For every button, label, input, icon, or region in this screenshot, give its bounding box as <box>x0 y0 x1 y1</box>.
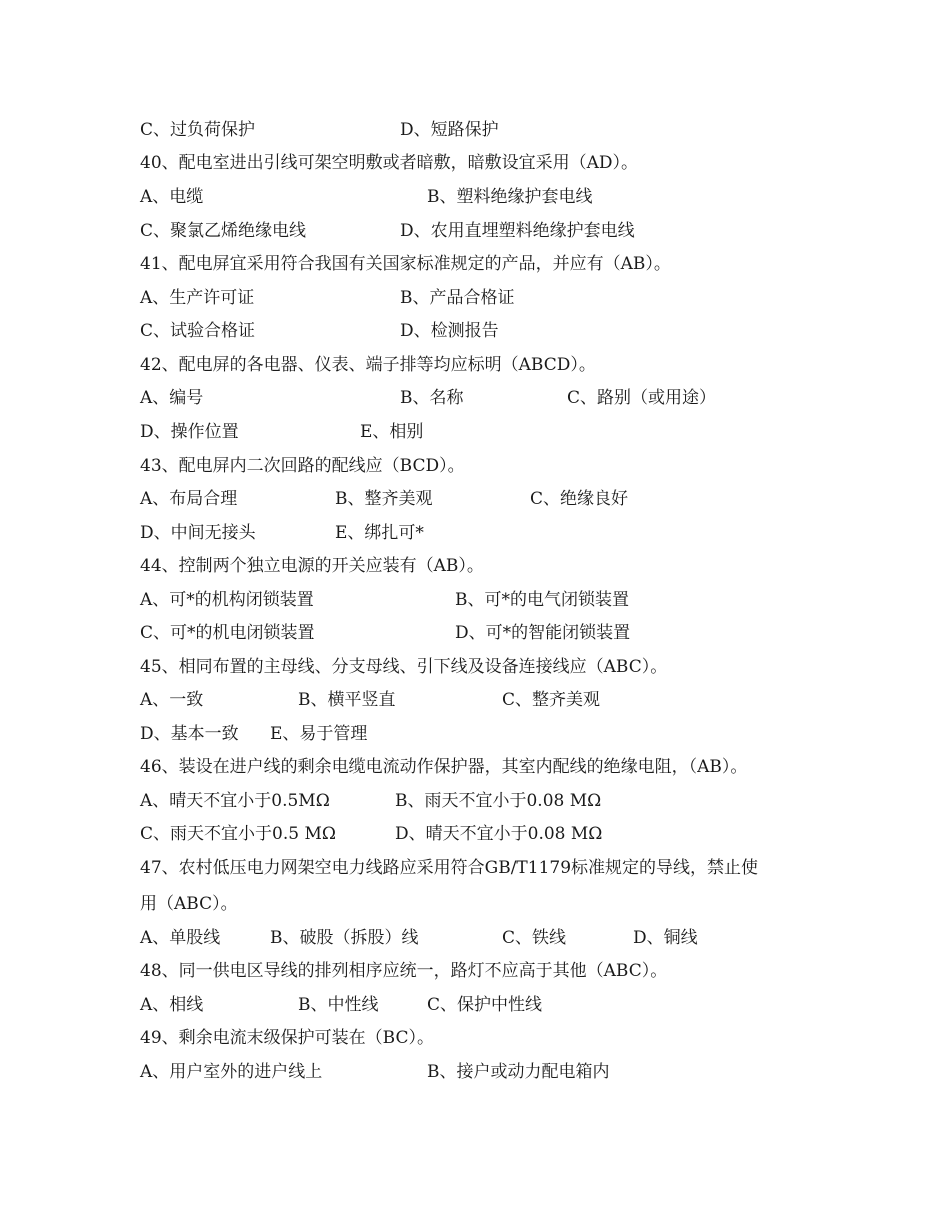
option-a: A、生产许可证 <box>140 288 255 308</box>
question-45: 45、相同布置的主母线、分支母线、引下线及设备连接线应（ABC）。 <box>140 657 668 677</box>
option-a: A、编号 <box>140 388 204 408</box>
option-c: C、绝缘良好 <box>530 489 629 509</box>
question-47: 47、农村低压电力网架空电力线路应采用符合GB/T1179标准规定的导线，禁止使 <box>140 858 759 878</box>
option-c: C、铁线 <box>502 928 567 948</box>
option-b: B、可*的电气闭锁装置 <box>455 590 629 610</box>
option-b: B、名称 <box>400 388 464 408</box>
question-44: 44、控制两个独立电源的开关应装有（AB）。 <box>140 556 484 576</box>
question-40: 40、配电室进出引线可架空明敷或者暗敷，暗敷设宜采用（AD）。 <box>140 153 639 173</box>
question-48: 48、同一供电区导线的排列相序应统一，路灯不应高于其他（ABC）。 <box>140 961 668 981</box>
option-a: A、电缆 <box>140 187 204 207</box>
option-c: C、整齐美观 <box>502 690 601 710</box>
question-42: 42、配电屏的各电器、仪表、端子排等均应标明（ABCD）。 <box>140 355 596 375</box>
option-c: C、可*的机电闭锁装置 <box>140 623 315 643</box>
option-d: D、中间无接头 <box>140 523 256 543</box>
option-c: C、雨天不宜小于0.5 MΩ <box>140 824 336 844</box>
option-b: B、接户或动力配电箱内 <box>427 1062 610 1082</box>
option-a: A、晴天不宜小于0.5MΩ <box>140 791 330 811</box>
option-b: B、横平竖直 <box>298 690 396 710</box>
question-47-cont: 用（ABC）。 <box>140 894 238 914</box>
option-a: A、布局合理 <box>140 489 238 509</box>
option-d: D、晴天不宜小于0.08 MΩ <box>395 824 603 844</box>
question-46: 46、装设在进户线的剩余电缆电流动作保护器，其室内配线的绝缘电阻，（AB）。 <box>140 757 748 777</box>
option-d: D、短路保护 <box>400 120 499 140</box>
option-b: B、整齐美观 <box>335 489 433 509</box>
option-a: A、可*的机构闭锁装置 <box>140 590 314 610</box>
question-43: 43、配电屏内二次回路的配线应（BCD）。 <box>140 456 465 476</box>
option-d: D、基本一致 <box>140 724 239 744</box>
option-b: B、破股（拆股）线 <box>270 928 419 948</box>
option-e: E、易于管理 <box>270 724 368 744</box>
option-a: A、单股线 <box>140 928 221 948</box>
option-b: B、中性线 <box>298 995 379 1015</box>
question-41: 41、配电屏宜采用符合我国有关国家标准规定的产品，并应有（AB）。 <box>140 254 671 274</box>
option-c: C、路别（或用途） <box>567 388 717 408</box>
option-d: D、操作位置 <box>140 422 239 442</box>
option-d: D、农用直埋塑料绝缘护套电线 <box>400 221 635 241</box>
option-a: A、用户室外的进户线上 <box>140 1062 323 1082</box>
option-d: D、可*的智能闭锁装置 <box>455 623 631 643</box>
option-c: C、保护中性线 <box>427 995 543 1015</box>
option-b: B、产品合格证 <box>400 288 515 308</box>
question-49: 49、剩余电流末级保护可装在（BC）。 <box>140 1028 434 1048</box>
option-e: E、相别 <box>360 422 424 442</box>
option-b: B、雨天不宜小于0.08 MΩ <box>395 791 602 811</box>
option-a: A、相线 <box>140 995 204 1015</box>
option-d: D、检测报告 <box>400 321 499 341</box>
option-e: E、绑扎可* <box>335 523 424 543</box>
option-d: D、铜线 <box>633 928 698 948</box>
option-b: B、塑料绝缘护套电线 <box>427 187 593 207</box>
option-a: A、一致 <box>140 690 204 710</box>
option-c: C、过负荷保护 <box>140 120 256 140</box>
option-c: C、聚氯乙烯绝缘电线 <box>140 221 307 241</box>
option-c: C、试验合格证 <box>140 321 256 341</box>
